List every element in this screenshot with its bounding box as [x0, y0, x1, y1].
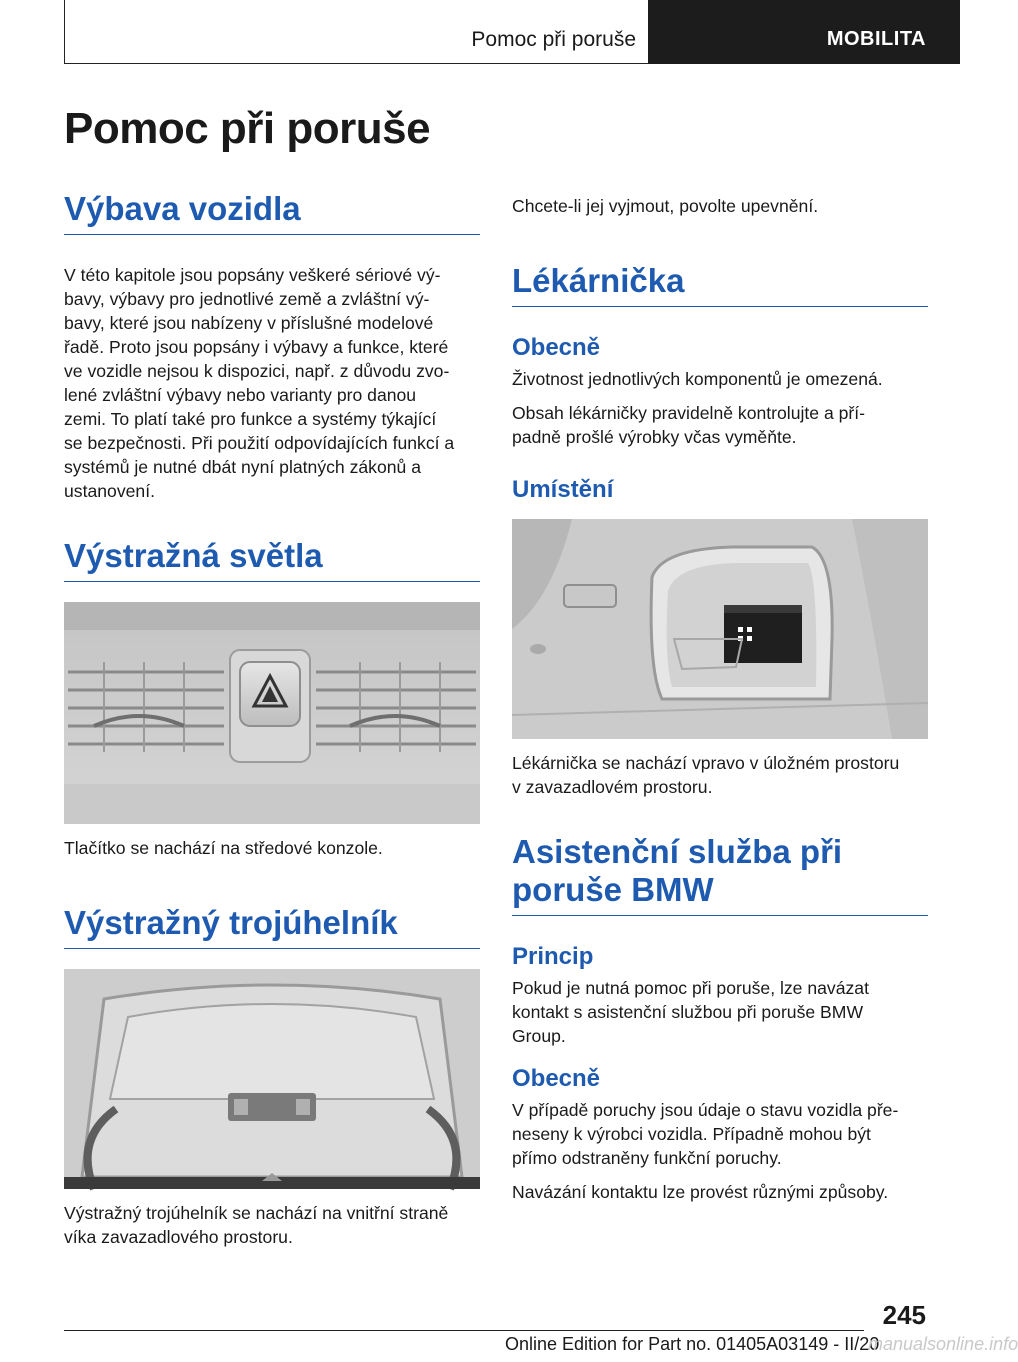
first-aid-general-p2: Obsah lékárničky pravidelně kontrolujte a pří- padně prošlé výrobky včas vyměňte.	[512, 403, 866, 447]
heading-principle: Princip	[512, 943, 594, 970]
page-number: 245	[882, 1300, 926, 1330]
heading-first-aid-kit: Lékárnička	[512, 262, 928, 307]
first-aid-general-p1: Životnost jednotlivých komponentů je omezená.	[512, 369, 883, 389]
header-section-title: Pomoc při poruše	[471, 28, 636, 51]
header-bottom-rule	[64, 63, 648, 64]
heading-bmw-roadside-assistance: Asistenční služba při poruše BMW	[512, 833, 928, 916]
equipment-text: V této kapitole jsou popsány veškeré sériové vý- bavy, výbavy pro jednotlivé země a zvláštní vý- bavy, které jsou nabízeny v příslušné modelové řadě. Proto jsou popsány i výbavy a funkce, které ve vozidle nejsou k dispozici, např. z důvodu zvo- lené zvláštní výbavy nebo varianty pro danou zemi. To platí také pro funkce a systémy týkající se bezpečnosti. Při použití odpovídajících funkcí a systémů je nutné dbát nyní platných zákonů a ustanovení.	[64, 265, 455, 501]
right-column	[512, 190, 928, 1204]
page-title: Pomoc při poruše	[64, 104, 431, 153]
hazard-console-illustration	[64, 602, 480, 824]
heading-first-aid-general: Obecně	[512, 334, 601, 361]
footer-rule	[64, 1330, 864, 1331]
heading-first-aid-location: Umístění	[512, 476, 614, 503]
triangle-caption: Výstražný trojúhelník se nachází na vnitřní straně víka zavazadlového prostoru.	[64, 1203, 449, 1247]
hazard-caption: Tlačítko se nachází na středové konzole.	[64, 838, 383, 858]
warning-triangle-image	[64, 969, 480, 1189]
heading-assist-general: Obecně	[512, 1065, 601, 1092]
header-chapter-tab	[648, 0, 960, 64]
assist-general-p1: V případě poruchy jsou údaje o stavu vozidla pře- neseny k výrobci vozidla. Případně mohou být přímo odstraněny funkční poruchy.	[512, 1100, 899, 1168]
assist-general-p2: Navázání kontaktu lze provést různými způsoby.	[512, 1182, 889, 1202]
principle-text: Pokud je nutná pomoc při poruše, lze navázat kontakt s asistenční službou při poruše BMW Group.	[512, 978, 869, 1046]
header-chapter-label: MOBILITA	[826, 28, 926, 50]
left-column	[64, 190, 480, 1249]
hazard-button-image	[64, 602, 480, 824]
trunk-compartment-illustration	[512, 519, 928, 739]
triangle-removal-text: Chcete-li jej vyjmout, povolte upevnění.	[512, 196, 819, 216]
footer-watermark: manualsonline.info	[868, 1334, 1018, 1354]
first-aid-kit-image	[512, 519, 928, 739]
footer-edition: Online Edition for Part no. 01405A03149 - II/20	[505, 1334, 880, 1354]
heading-equipment: Výbava vozidla	[64, 190, 480, 235]
first-aid-caption: Lékárnička se nachází vpravo v úložném prostoru v zavazadlovém prostoru.	[512, 753, 900, 797]
trunk-lid-illustration	[64, 969, 480, 1189]
heading-hazard-lights: Výstražná světla	[64, 537, 480, 582]
heading-warning-triangle: Výstražný trojúhelník	[64, 904, 480, 949]
